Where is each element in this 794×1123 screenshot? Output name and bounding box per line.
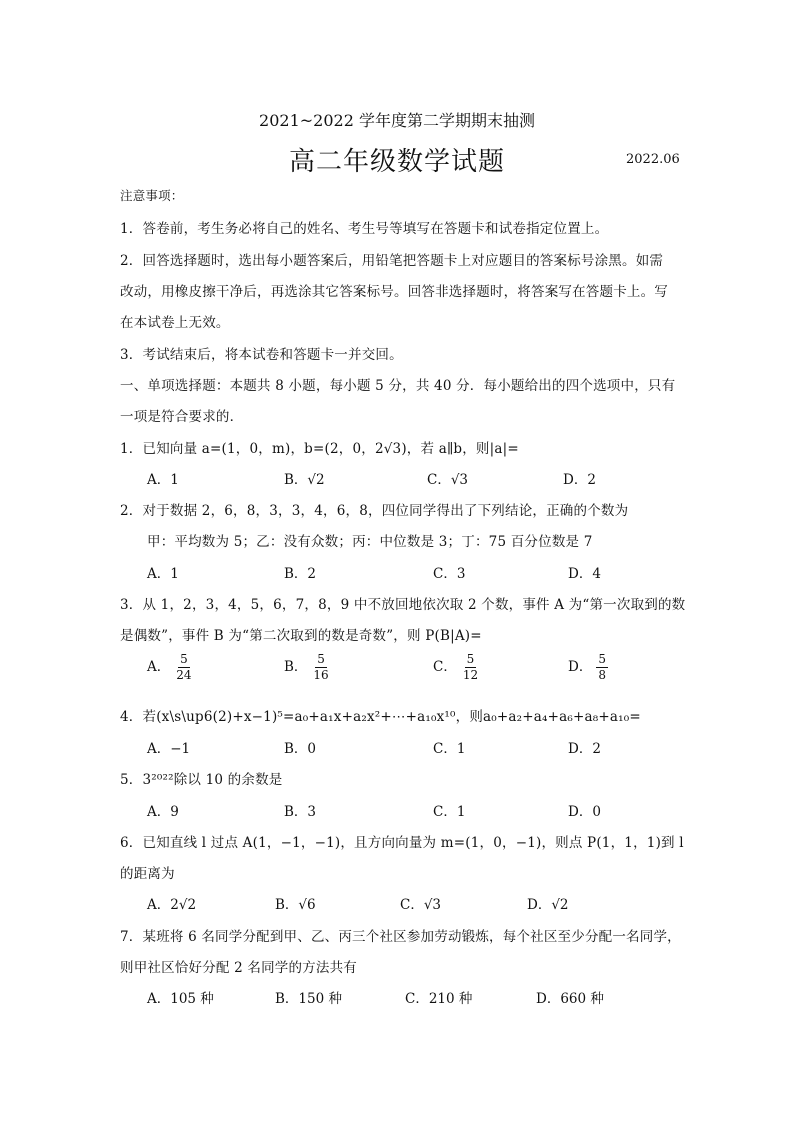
q3-stem-line-2: 是偶数”，事件 B 为“第二次取到的数是奇数”，则 P(B|A)= [120,628,482,644]
q6-option-a: A．2√2 [147,897,197,913]
q1-option-b: B．√2 [284,472,325,488]
q3-c-numerator: 5 [466,652,475,666]
q5-option-c: C．1 [433,804,466,820]
note-2-line-3: 在本试卷上无效。 [120,315,230,331]
q3-option-d [568,652,608,683]
q5-option-b: B．3 [284,804,317,820]
q4-option-d: D．2 [568,741,601,757]
q2-stem: 2．对于数据 2，6，8，3，3，4，6，8，四位同学得出了下列结论，正确的个数为 [120,503,629,519]
q6-stem-line-2: 的距离为 [120,866,175,882]
q6-option-d: D．√2 [527,897,569,913]
q2-option-c: C．3 [433,566,466,582]
exam-title: 高二年级数学试题 [288,147,505,177]
q3-d-numerator: 5 [598,652,606,666]
q4-option-c: C．1 [433,741,466,757]
note-2-line-1: 2．回答选择题时，选出每小题答案后，用铅笔把答题卡上对应题目的答案标号涂黑。如需 [120,253,664,269]
q3-option-c-label: C． [433,659,457,675]
q6-stem-line-1: 6．已知直线 l 过点 A(1，−1，−1)，且方向向量为 m=(1，0，−1)，则点 P(1，1，1)到 l [120,835,684,851]
q3-a-denominator: 24 [176,668,192,682]
q3-stem-line-1: 3．从 1，2，3，4，5，6，7，8，9 中不放回地依次取 2 个数，事件 A 为“第一次取到的数 [120,597,686,613]
q3-option-a [147,652,194,683]
notes-heading: 注意事项： [120,188,184,203]
q5-option-d: D．0 [568,804,601,820]
q7-option-b: B．150 种 [275,991,342,1007]
q3-option-c [433,652,480,683]
exam-date: 2022.06 [626,152,680,167]
q2-option-b: B．2 [284,566,317,582]
q5-stem: 5．3²⁰²²除以 10 的余数是 [120,772,283,788]
q1-stem: 1．已知向量 a=(1，0，m)，b=(2，0，2√3)，若 a∥b，则|a|= [120,441,519,457]
q3-option-c-fraction [461,652,480,683]
note-3: 3．考试结束后，将本试卷和答题卡一并交回。 [120,347,403,363]
q3-option-a-fraction [174,652,193,683]
q7-stem-line-2: 则甲社区恰好分配 2 名同学的方法共有 [120,960,357,976]
q3-option-b [284,652,331,683]
section-1-heading-cont: 一项是符合要求的． [120,409,244,425]
q3-option-b-fraction [311,652,330,683]
q5-option-a: A．9 [147,804,179,820]
q6-option-c: C．√3 [400,897,442,913]
q7-option-c: C．210 种 [405,991,473,1007]
exam-subtitle: 2021~2022 学年度第二学期期末抽测 [259,111,535,130]
q1-option-d: D．2 [563,472,596,488]
q6-option-b: B．√6 [275,897,316,913]
q4-option-a: A．−1 [147,741,191,757]
q3-b-numerator: 5 [317,652,325,666]
q7-option-a: A．105 种 [147,991,214,1007]
q3-c-denominator: 12 [462,668,479,682]
q2-option-d: D．4 [568,566,601,582]
q7-option-d: D．660 种 [536,991,604,1007]
q1-option-c: C．√3 [427,472,469,488]
q4-stem: 4．若(x\s\up6(2)+x−1)⁵=a₀+a₁x+a₂x²+⋯+a₁₀x¹⁰，则a₀+a₂+a₄+a₆+a₈+a₁₀= [120,709,641,725]
q2-option-a: A．1 [147,566,179,582]
q3-b-denominator: 16 [313,668,329,682]
q3-a-numerator: 5 [180,652,188,666]
q3-option-d-label: D． [568,659,593,675]
q3-d-denominator: 8 [598,668,606,682]
q2-conditions: 甲：平均数为 5；乙：没有众数；丙：中位数是 3；丁：75 百分位数是 7 [147,534,593,550]
q3-option-a-label: A． [147,659,171,675]
q1-option-a: A．1 [147,472,179,488]
q7-stem-line-1: 7．某班将 6 名同学分配到甲、乙、丙三个社区参加劳动锻炼，每个社区至少分配一名同学， [120,929,681,945]
q3-option-b-label: B． [284,659,308,675]
section-1-heading: 一、单项选择题：本题共 8 小题，每小题 5 分，共 40 分．每小题给出的四个选项中，只有 [120,378,676,394]
q3-option-d-fraction [596,652,608,683]
q4-option-b: B．0 [284,741,317,757]
note-1: 1．答卷前，考生务必将自己的姓名、考生号等填写在答题卡和试卷指定位置上。 [120,221,609,237]
note-2-line-2: 改动，用橡皮擦干净后，再选涂其它答案标号。回答非选择题时，将答案写在答题卡上。写 [120,284,668,300]
